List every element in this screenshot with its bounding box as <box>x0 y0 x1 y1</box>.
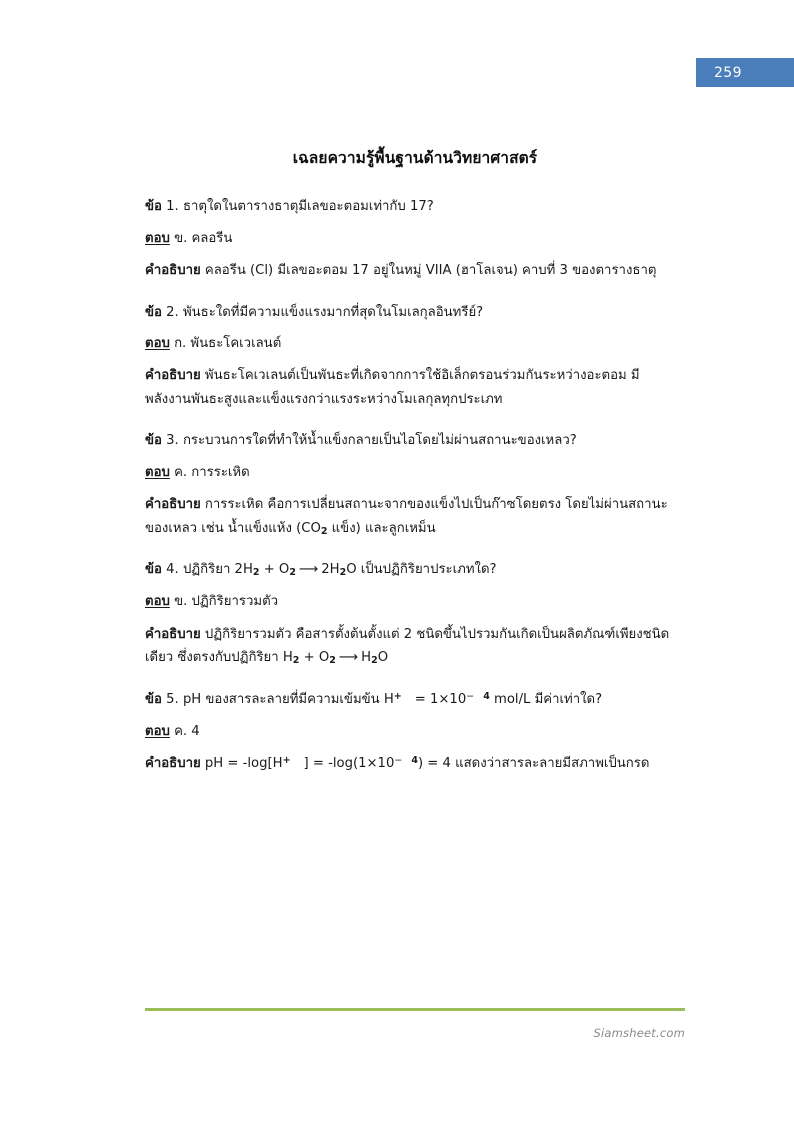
explanation-subscript-4b: 2 <box>329 655 336 667</box>
explanation-text-3-part2: แข็ง) และลูกเหม็น <box>327 520 436 536</box>
explanation-text-4-mid1: + O <box>299 650 330 666</box>
answer-label-5: ตอบ <box>145 723 170 739</box>
answer-line-5 <box>145 721 685 742</box>
answer-line-2 <box>145 333 685 354</box>
question-number-3: 3. <box>166 433 179 449</box>
question-text-2: พันธะใดที่มีความแข็งแรงมากที่สุดในโมเลกุลอินทรีย์? <box>182 304 484 320</box>
question-line-4 <box>145 559 685 581</box>
page-number-badge <box>696 58 794 87</box>
question-block-2 <box>145 302 685 412</box>
question-line-1 <box>145 196 685 217</box>
question-label-5: ข้อ <box>145 692 162 708</box>
explanation-text-5-mid1: ] = -log(1×10 <box>303 755 395 771</box>
question-label-2: ข้อ <box>145 304 162 320</box>
document-content <box>145 147 685 794</box>
question-block-1 <box>145 196 685 282</box>
question-number-5: 5. <box>166 692 179 708</box>
answer-line-4 <box>145 591 685 612</box>
reaction-arrow-icon-4b: ⟶ <box>338 650 359 666</box>
question-block-3 <box>145 430 685 540</box>
answer-label-3: ตอบ <box>145 464 170 480</box>
question-label-4: ข้อ <box>145 562 162 578</box>
explanation-text-3-part1: การระเหิด คือการเปลี่ยนสถานะจากของแข็งไปเป็นก๊าซโดยตรง โดยไม่ผ่านสถานะของเหลว เช่น น้ำแข็งแห้ง (CO <box>145 497 668 536</box>
explanation-label-3: คำอธิบาย <box>145 497 201 512</box>
question-line-3 <box>145 430 685 451</box>
question-superscript-5b: − <box>466 691 475 703</box>
question-text-4-mid1: + O <box>259 562 290 578</box>
question-superscript-5a: + <box>393 691 402 703</box>
answer-label-2: ตอบ <box>145 335 170 351</box>
explanation-label-4: คำอธิบาย <box>145 626 201 642</box>
question-text-5-mid1: = 1×10 <box>414 692 467 708</box>
answer-text-3: ค. การระเหิด <box>174 464 250 480</box>
question-number-4: 4. <box>166 562 179 578</box>
explanation-superscript-5b: − <box>394 754 403 766</box>
answer-text-1: ข. คลอรีน <box>174 230 233 246</box>
question-block-5 <box>145 689 685 775</box>
question-text-4-mid2: 2H <box>321 562 340 578</box>
page-number-text: 259 <box>714 64 742 81</box>
question-label-1: ข้อ <box>145 199 162 215</box>
explanation-text-1: คลอรีน (Cl) มีเลขอะตอม 17 อยู่ในหมู่ VIIA (ฮาโลเจน) คาบที่ 3 ของตารางธาตุ <box>204 263 657 278</box>
explanation-text-5-prefix: pH = -log[H <box>204 755 283 771</box>
reaction-arrow-icon-4: ⟶ <box>298 562 319 578</box>
answer-label-4: ตอบ <box>145 594 170 610</box>
answer-label-1: ตอบ <box>145 230 170 246</box>
footer-divider <box>145 1008 685 1011</box>
explanation-superscript-5a: + <box>282 754 291 766</box>
explanation-text-4-suffix: O <box>377 650 389 666</box>
question-text-5-suffix: mol/L มีค่าเท่าใด? <box>494 692 603 708</box>
question-number-2: 2. <box>166 304 179 320</box>
explanation-superscript-5c: 4 <box>411 754 418 766</box>
explanation-text-5-suffix: ) = 4 แสดงว่าสารละลายมีสภาพเป็นกรด <box>417 755 650 771</box>
question-subscript-4a: 2 <box>252 567 260 579</box>
answer-text-5: ค. 4 <box>174 723 200 739</box>
question-text-4-suffix: O เป็นปฏิกิริยาประเภทใด? <box>346 562 497 578</box>
answer-line-1 <box>145 228 685 249</box>
question-text-5-prefix: pH ของสารละลายที่มีความเข้มข้น H <box>182 692 394 708</box>
explanation-line-3 <box>145 493 685 540</box>
page-title: เฉลยความรู้พื้นฐานด้านวิทยาศาสตร์ <box>292 149 538 167</box>
explanation-subscript-3: 2 <box>320 525 328 537</box>
explanation-text-4-line2-prefix: ซึ่งตรงกับปฏิกิริยา H <box>177 650 293 666</box>
explanation-line-4 <box>145 623 685 670</box>
question-line-5 <box>145 689 685 710</box>
explanation-subscript-4a: 2 <box>292 655 300 667</box>
question-label-3: ข้อ <box>145 433 162 449</box>
explanation-line-5 <box>145 752 685 776</box>
explanation-line-2 <box>145 364 685 411</box>
question-block-4 <box>145 559 685 670</box>
answer-line-3 <box>145 462 685 483</box>
explanation-label-5: คำอธิบาย <box>145 755 201 771</box>
question-text-1: ธาตุใดในตารางธาตุมีเลขอะตอมเท่ากับ 17? <box>182 199 434 215</box>
answer-text-2: ก. พันธะโคเวเลนต์ <box>174 335 282 351</box>
explanation-line-1 <box>145 259 685 283</box>
explanation-text-4-mid2: H <box>361 650 372 666</box>
explanation-subscript-4c: 2 <box>371 655 378 667</box>
footer-site-name: Siamsheet.com <box>593 1026 685 1040</box>
question-number-1: 1. <box>166 199 179 215</box>
question-superscript-5c: 4 <box>483 691 490 703</box>
answer-text-4: ข. ปฏิกิริยารวมตัว <box>174 594 279 610</box>
explanation-label-2: คำอธิบาย <box>145 368 201 384</box>
question-subscript-4c: 2 <box>339 567 347 579</box>
explanation-label-1: คำอธิบาย <box>145 263 201 278</box>
explanation-text-2: พันธะโคเวเลนต์เป็นพันธะที่เกิดจากการใช้อิเล็กตรอนร่วมกันระหว่างอะตอม มีพลังงานพันธะสูงและแข็งแรงกว่าแรงระหว่างโมเลกุลทุกประเภท <box>145 368 640 407</box>
question-text-3: กระบวนการใดที่ทำให้น้ำแข็งกลายเป็นไอโดยไม่ผ่านสถานะของเหลว? <box>182 433 577 449</box>
question-subscript-4b: 2 <box>289 567 296 579</box>
question-text-4-prefix: ปฏิกิริยา 2H <box>182 562 253 578</box>
question-line-2 <box>145 302 685 323</box>
explanation-text-4-line1: ปฏิกิริยารวมตัว คือสารตั้งต้นตั้งแต่ 2 ชนิดขึ้นไปรวมกันเกิดเป็นผลิตภัณฑ์เพียงชนิดเดียว <box>145 626 670 666</box>
